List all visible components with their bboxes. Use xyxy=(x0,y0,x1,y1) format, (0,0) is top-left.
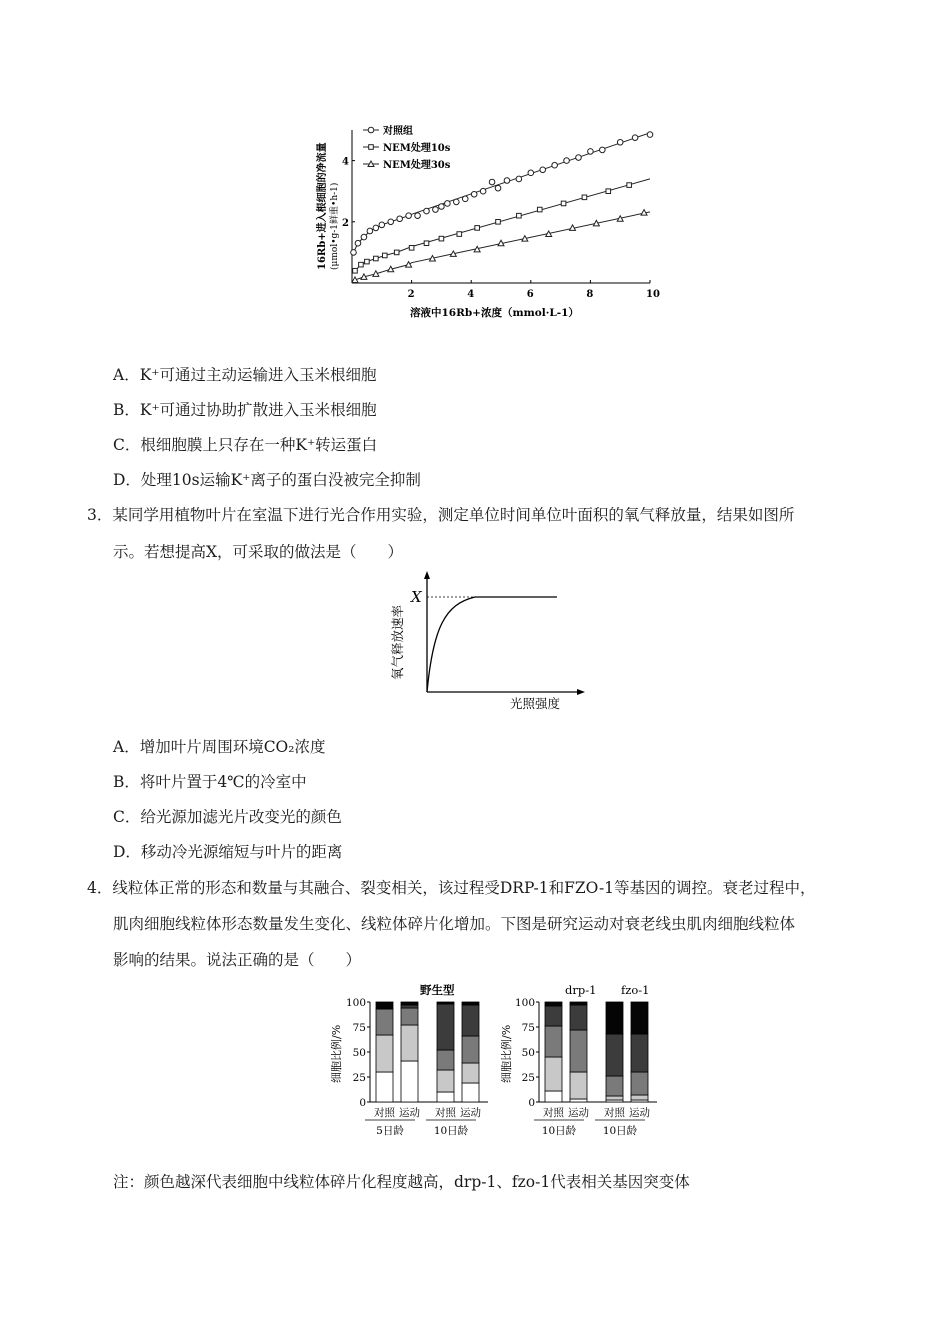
data-point xyxy=(600,147,606,153)
bar-segment xyxy=(401,1008,418,1025)
y-tick-label: 50 xyxy=(521,1047,535,1059)
bar-segment xyxy=(570,1072,587,1099)
data-point xyxy=(355,240,361,246)
data-point xyxy=(632,135,638,141)
rate-curve xyxy=(427,597,557,692)
bar-segment xyxy=(376,1035,393,1072)
bar-segment xyxy=(570,1030,587,1072)
chart-marks xyxy=(351,132,653,283)
data-point xyxy=(489,179,495,185)
data-point xyxy=(379,222,385,228)
y-tick-label: 100 xyxy=(345,997,366,1009)
data-point xyxy=(409,246,414,251)
data-point xyxy=(394,250,399,255)
data-point xyxy=(374,256,379,261)
bar-segment xyxy=(606,1096,623,1100)
bar-segment xyxy=(545,1091,562,1102)
bar-segment xyxy=(401,1005,418,1008)
right-bar-chart xyxy=(515,997,657,1137)
q2-option-b: B．K⁺可通过协助扩散进入玉米根细胞 xyxy=(113,401,377,419)
bar-segment xyxy=(437,1004,454,1050)
data-point xyxy=(382,253,387,258)
bar-segment xyxy=(437,1002,454,1004)
bar-segment xyxy=(401,1025,418,1061)
legend-marker xyxy=(369,145,374,150)
right-chart-title-fzo: fzo-1 xyxy=(621,983,650,997)
bar-segment xyxy=(570,1002,587,1005)
data-point xyxy=(454,199,460,205)
data-point xyxy=(561,201,566,206)
bar-segment xyxy=(545,1057,562,1091)
chart-legend xyxy=(363,124,451,171)
bar-segment xyxy=(462,1083,479,1102)
bar-segment xyxy=(462,1002,479,1005)
bar-segment xyxy=(631,1002,648,1034)
bar-label: 运动 xyxy=(460,1107,481,1119)
data-point xyxy=(606,189,611,194)
data-point xyxy=(582,195,587,200)
data-point xyxy=(415,213,421,219)
figure-rb-uptake xyxy=(315,120,665,330)
y-tick-label: 75 xyxy=(521,1022,535,1034)
bar-segment xyxy=(606,1076,623,1096)
bar-segment xyxy=(545,1002,562,1006)
bar-segment xyxy=(462,1063,479,1083)
q4-stem-line1: 4．线粒体正常的形态和数量与其融合、裂变相关，该过程受DRP-1和FZO-1等基因的调控。衰老过程中， xyxy=(87,879,816,897)
right-y-label: 细胞比例/% xyxy=(500,1024,513,1083)
data-point xyxy=(361,234,367,240)
rb-uptake-chart xyxy=(315,120,665,330)
y-tick-label: 4 xyxy=(342,156,349,168)
bar-segment xyxy=(545,1006,562,1026)
group-label: 10日龄 xyxy=(541,1125,577,1137)
y-tick-label: 50 xyxy=(352,1047,366,1059)
legend-marker xyxy=(368,127,374,133)
q3-option-c: C．给光源加滤光片改变光的颜色 xyxy=(113,808,342,826)
bar-segment xyxy=(545,1026,562,1057)
data-point xyxy=(480,188,486,194)
y-tick-label: 2 xyxy=(342,217,349,229)
bar-segment xyxy=(437,1092,454,1102)
data-point xyxy=(365,259,370,264)
bar-label: 对照 xyxy=(604,1107,625,1119)
y-axis-arrow xyxy=(424,571,430,579)
x-axis-label: 光照强度 xyxy=(510,696,561,711)
right-chart-title-drp: drp-1 xyxy=(565,983,597,997)
data-point xyxy=(439,236,444,241)
bar-label: 对照 xyxy=(435,1107,456,1119)
left-chart-title: 野生型 xyxy=(420,983,455,997)
data-point xyxy=(576,155,582,161)
legend-label: 对照组 xyxy=(383,126,413,137)
x-marker-label: X xyxy=(411,588,422,606)
data-point xyxy=(388,219,394,225)
bar-segment xyxy=(462,1005,479,1036)
legend-label: NEM处理10s xyxy=(383,143,451,154)
bar-label: 对照 xyxy=(374,1107,395,1119)
legend-label: NEM处理30s xyxy=(383,160,451,171)
data-point xyxy=(397,216,403,222)
bar-segment xyxy=(376,1009,393,1035)
q3-stem-line1: 3．某同学用植物叶片在室温下进行光合作用实验，测定单位时间单位叶面积的氧气释放量，结果如图所 xyxy=(87,506,795,524)
bar-label: 对照 xyxy=(543,1107,564,1119)
chart-axes xyxy=(342,130,660,300)
data-point xyxy=(588,149,594,155)
data-point xyxy=(406,213,412,219)
y-axis-unit: (μmol•g-1鲜重•h-1) xyxy=(330,182,340,270)
data-point xyxy=(517,213,522,218)
x-tick-label: 8 xyxy=(586,289,594,300)
data-point xyxy=(537,207,542,212)
left-bar-chart xyxy=(346,997,488,1137)
data-point xyxy=(617,139,623,145)
x-axis-label: 溶液中16Rb+浓度（mmol·L-1） xyxy=(410,307,579,319)
q4-stem-line2: 肌肉细胞线粒体形态数量发生变化、线粒体碎片化增加。下图是研究运动对衰老线虫肌肉细胞线粒体 xyxy=(113,915,796,933)
q2-option-c: C．根细胞膜上只存在一种K⁺转运蛋白 xyxy=(113,436,378,454)
data-point xyxy=(445,201,451,207)
data-point xyxy=(504,178,510,184)
bar-segment xyxy=(437,1050,454,1070)
oxygen-light-chart xyxy=(385,568,595,713)
data-point xyxy=(471,191,477,197)
figure-oxygen-light xyxy=(385,568,595,713)
group-label: 10日龄 xyxy=(602,1125,638,1137)
bar-segment xyxy=(401,1061,418,1102)
bar-segment xyxy=(570,1005,587,1030)
data-point xyxy=(495,185,501,191)
q3-option-b: B．将叶片置于4℃的冷室中 xyxy=(113,773,307,791)
bar-segment xyxy=(606,1034,623,1076)
data-point xyxy=(475,226,480,231)
q3-option-d: D．移动冷光源缩短与叶片的距离 xyxy=(113,843,343,861)
q3-option-a: A．增加叶片周围环境CO₂浓度 xyxy=(113,738,326,756)
data-point xyxy=(353,268,358,273)
y-tick-label: 25 xyxy=(352,1072,366,1084)
q2-option-d: D．处理10s运输K⁺离子的蛋白没被完全抑制 xyxy=(113,471,421,489)
y-tick-label: 0 xyxy=(359,1097,366,1109)
y-tick-label: 0 xyxy=(528,1097,535,1109)
data-point xyxy=(351,250,357,256)
x-tick-label: 10 xyxy=(646,289,660,300)
bar-segment xyxy=(606,1002,623,1034)
data-point xyxy=(528,170,534,176)
y-axis-label: 16Rb+进入根细胞的净流量 xyxy=(317,142,328,270)
data-point xyxy=(367,228,373,234)
bar-segment xyxy=(401,1002,418,1005)
bar-segment xyxy=(376,1072,393,1102)
q3-stem-line2: 示。若想提高X，可采取的做法是（ ） xyxy=(113,543,404,561)
bar-label: 运动 xyxy=(399,1107,420,1119)
q4-figure-note: 注：颜色越深代表细胞中线粒体碎片化程度越高，drp-1、fzo-1代表相关基因突变体 xyxy=(113,1173,690,1191)
data-point xyxy=(627,183,632,188)
bar-segment xyxy=(631,1034,648,1072)
q4-stem-line3: 影响的结果。说法正确的是（ ） xyxy=(113,951,362,969)
bar-label: 运动 xyxy=(568,1107,589,1119)
data-point xyxy=(496,220,501,225)
y-tick-label: 75 xyxy=(352,1022,366,1034)
y-tick-label: 100 xyxy=(514,997,535,1009)
data-point xyxy=(406,262,412,268)
bar-label: 运动 xyxy=(629,1107,650,1119)
data-point xyxy=(564,158,570,164)
bar-segment xyxy=(462,1036,479,1063)
x-axis-arrow xyxy=(577,689,585,695)
data-point xyxy=(457,232,462,237)
data-point xyxy=(552,162,558,168)
data-point xyxy=(439,204,445,210)
x-tick-label: 6 xyxy=(526,289,534,300)
bar-segment xyxy=(631,1095,648,1100)
q2-option-a: A．K⁺可通过主动运输进入玉米根细胞 xyxy=(113,366,377,384)
mitochondria-bar-charts xyxy=(325,980,665,1140)
data-point xyxy=(462,196,468,202)
data-point xyxy=(373,225,379,231)
data-point xyxy=(424,241,429,246)
y-tick-label: 25 xyxy=(521,1072,535,1084)
data-point xyxy=(359,262,364,267)
x-tick-label: 4 xyxy=(467,289,475,300)
figure-mitochondria xyxy=(325,980,665,1140)
data-point xyxy=(424,208,430,214)
bar-segment xyxy=(437,1070,454,1092)
data-point xyxy=(516,176,522,182)
left-y-label: 细胞比例/% xyxy=(330,1024,343,1083)
data-point xyxy=(647,132,653,138)
y-axis-label: 氧气释放速率 xyxy=(390,604,405,680)
bar-segment xyxy=(631,1072,648,1095)
x-tick-label: 2 xyxy=(407,289,415,300)
bar-segment xyxy=(570,1099,587,1102)
group-label: 10日龄 xyxy=(433,1125,469,1137)
group-label: 5日龄 xyxy=(376,1125,404,1137)
bar-segment xyxy=(376,1002,393,1009)
data-point xyxy=(540,167,546,173)
data-point xyxy=(433,207,439,213)
